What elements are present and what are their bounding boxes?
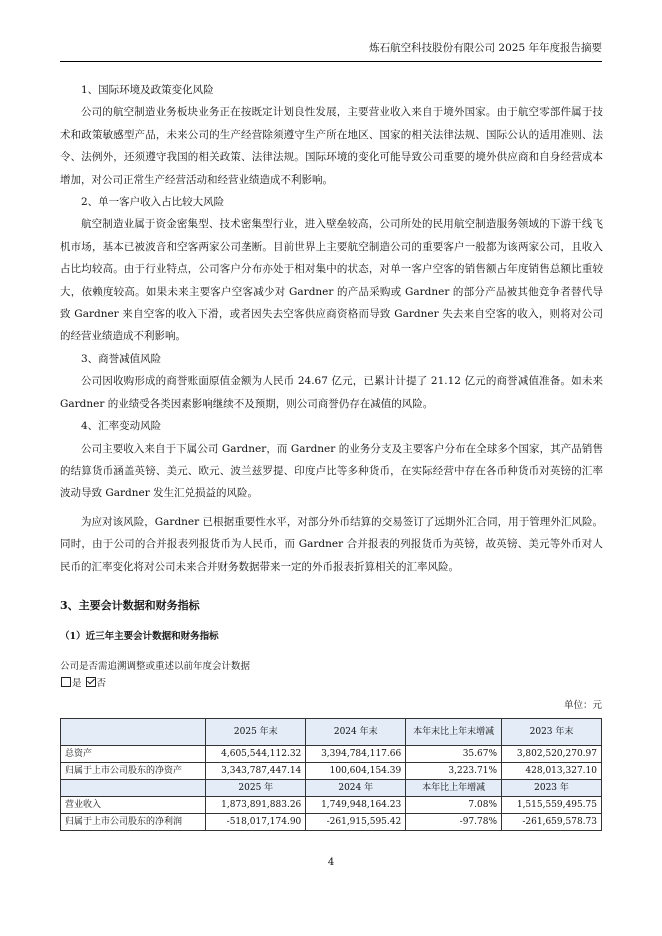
header-cell: 本年末比上年末增减	[406, 719, 502, 746]
risk-4-text-1: 公司主要收入来自于下属公司 Gardner，而 Gardner 的业务分支及主要客户分布在全球多个国家，其产品销售的结算货币涵盖英镑、美元、欧元、波兰兹罗提、印度卢比等多种货币，在实际经营中存在各币种货币对英镑的汇率波动导致 Gardner 发生汇兑损益的风险。	[60, 442, 603, 500]
page-number: 4	[327, 857, 335, 868]
table-cell: -97.78%	[406, 814, 502, 831]
header-cell: 本年比上年增减	[406, 780, 502, 797]
risk-2-text: 航空制造业属于资金密集型、技术密集型行业，进入壁垒较高，公司所处的民用航空制造服务领域的下游干线飞机市场，基本已被波音和空客两家公司垄断。目前世界上主要航空制造公司的重要客户一般都为该两家公司，且收入占比均较高。由于行业特点，公司客户分布亦处于相对集中的状态，对单一客户空客的销售额占年度销售总额比重较大，依赖度较高。如果未来主要客户空客减少对 Gardner 的产品采购或 Gardner 的部分产品被其他竞争者替代导致 Gardner 来自空客的收入下滑，或者因失去空客供应商资格而导致 Gardner 失去来自空客的收入，则将对公司的经营业绩造成不利影响。	[60, 218, 603, 343]
row-label: 总资产	[61, 746, 206, 763]
table-cell: 428,013,327.10	[502, 763, 602, 780]
table-header-row	[61, 780, 602, 797]
page-header: 炼石航空科技股份有限公司 2025 年年度报告摘要	[369, 42, 602, 54]
label-no: 否	[96, 678, 107, 689]
row-label: 归属于上市公司股东的净利润	[61, 814, 206, 831]
label-yes: 是	[72, 678, 82, 689]
header-cell: 2025 年末	[206, 719, 306, 746]
financial-table	[60, 718, 602, 831]
header-cell: 2025 年	[206, 780, 306, 797]
table-cell: 1,873,891,883.26	[206, 797, 306, 814]
restate-question: 公司是否需追溯调整或重述以前年度会计数据	[60, 661, 251, 672]
table-cell: 3,394,784,117.66	[306, 746, 406, 763]
table-cell: 1,515,559,495.75	[502, 797, 602, 814]
header-cell	[61, 780, 206, 797]
header-rule	[60, 61, 602, 62]
risk-section	[60, 79, 603, 578]
header-cell: 2024 年	[306, 780, 406, 797]
table-cell: 35.67%	[406, 746, 502, 763]
table-cell: 3,802,520,270.97	[502, 746, 602, 763]
risk-4-title: 4、汇率变动风险	[81, 420, 162, 433]
risk-3-title: 3、商誉减值风险	[81, 352, 162, 365]
risk-4-text-2: 为应对该风险，Gardner 已根据重要性水平，对部分外币结算的交易签订了远期外汇合同，用于管理外汇风险。同时，由于公司的合并报表列报货币为人民币，而 Gardner 合并报表的列报货币为英镑，故英镑、美元等外币对人民币的汇率变化将对公司未来合并财务数据带来一定的外币报表折算相关的汇率风险。	[60, 515, 603, 573]
header-cell: 2024 年末	[306, 719, 406, 746]
table-cell: 100,604,154.39	[306, 763, 406, 780]
unit-label: 单位：元	[563, 700, 602, 711]
table-cell: -261,659,578.73	[502, 814, 602, 831]
risk-2-title: 2、单一客户收入占比较大风险	[81, 196, 225, 209]
table-row	[61, 797, 602, 814]
subsection-title: （1）近三年主要会计数据和财务指标	[60, 631, 219, 642]
risk-1-title: 1、国际环境及政策变化风险	[81, 84, 214, 96]
table-row	[61, 814, 602, 831]
checkbox-no-checked	[86, 677, 96, 687]
table-cell: 4,605,544,112.32	[206, 746, 306, 763]
table-cell: 1,749,948,164.23	[306, 797, 406, 814]
header-cell: 2023 年	[502, 780, 602, 797]
table-cell: 3,343,787,447.14	[206, 763, 306, 780]
risk-3-text: 公司因收购形成的商誉账面原值金额为人民币 24.67 亿元，已累计计提了 21.12 亿元的商誉减值准备。如未来 Gardner 的业绩受各类因素影响继续不及预期，则公司商誉仍存在减值的风险。	[60, 375, 603, 410]
checkbox-yes	[61, 677, 71, 687]
table-cell: 7.08%	[406, 797, 502, 814]
row-label: 归属于上市公司股东的净资产	[61, 763, 206, 780]
header-cell: 2023 年末	[502, 719, 602, 746]
risk-1-text: 公司的航空制造业务板块业务正在按既定计划良性发展，主要营业收入来自于境外国家。由于航空零部件属于技术和政策敏感型产品，未来公司的生产经营除须遵守生产所在地区、国家的相关法律法规、国际公认的适用准则、法令、法例外，还须遵守我国的相关政策、法律法规。国际环境的变化可能导致公司重要的境外供应商和自身经营成本增加，对公司正常生产经营活动和经营业绩造成不利影响。	[60, 106, 603, 186]
header-cell	[61, 719, 206, 746]
table-cell: 3,223.71%	[406, 763, 502, 780]
row-label: 营业收入	[61, 797, 206, 814]
table-row	[61, 763, 602, 780]
table-cell: -518,017,174.90	[206, 814, 306, 831]
section-title: 3、主要会计数据和财务指标	[60, 599, 200, 612]
restate-choice	[60, 677, 106, 691]
table-row	[61, 746, 602, 763]
table-header-row	[61, 719, 602, 746]
table-cell: -261,915,595.42	[306, 814, 406, 831]
